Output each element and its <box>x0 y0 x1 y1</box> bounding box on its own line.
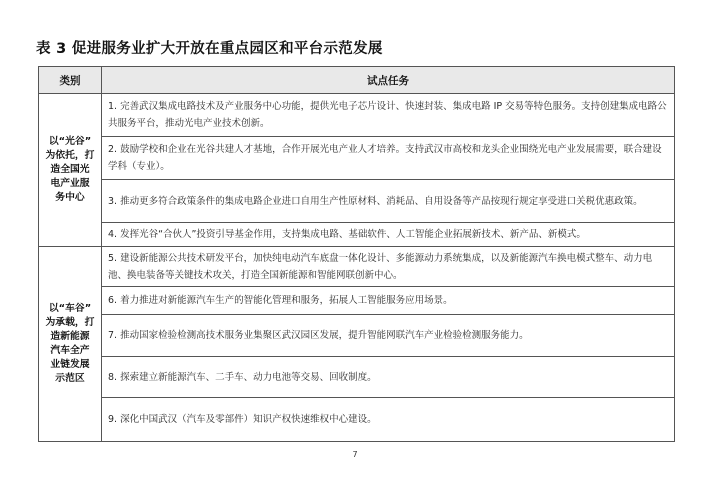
page-number: 7 <box>352 450 358 459</box>
task-1: 1. 完善武汉集成电路技术及产业服务中心功能，提供光电子芯片设计、快速封装、集成电路 IP 交易等特色服务。支持创建集成电路公共服务平台，推动光电产业技术创新。 <box>102 94 675 137</box>
task-6: 6. 着力推进对新能源汽车生产的智能化管理和服务，拓展人工智能服务应用场景。 <box>102 287 675 315</box>
pilot-task-table <box>38 66 675 442</box>
table-row <box>39 223 675 247</box>
task-5: 5. 建设新能源公共技术研发平台，加快纯电动汽车底盘一体化设计、多能源动力系统集成，以及新能源汽车换电模式整车、动力电池、换电装备等关键技术攻关，打造全国新能源和智能网联创新中心。 <box>102 247 675 287</box>
task-8: 8. 探索建立新能源汽车、二手车、动力电池等交易、回收制度。 <box>102 357 675 398</box>
task-9: 9. 深化中国武汉（汽车及零部件）知识产权快速维权中心建设。 <box>102 398 675 442</box>
table-row <box>39 180 675 223</box>
table-row <box>39 287 675 315</box>
task-4: 4. 发挥光谷“合伙人”投资引导基金作用，支持集成电路、基础软件、人工智能企业拓展新技术、新产品、新模式。 <box>102 223 675 247</box>
table-row <box>39 315 675 357</box>
table-row <box>39 247 675 287</box>
page-title: 表 3 促进服务业扩大开放在重点园区和平台示范发展 <box>36 41 383 57</box>
table-row <box>39 137 675 180</box>
category-optics-valley: 以“光谷” 为依托，打 造全国光 电产业服 务中心 <box>39 94 102 247</box>
task-7: 7. 推动国家检验检测高技术服务业集聚区武汉园区发展，提升智能网联汽车产业检验检测服务能力。 <box>102 315 675 357</box>
table-row <box>39 398 675 442</box>
table-row <box>39 94 675 137</box>
category-auto-valley: 以“车谷” 为承载，打 造新能源 汽车全产 业链发展 示范区 <box>39 247 102 442</box>
task-3: 3. 推动更多符合政策条件的集成电路企业进口自用生产性原材料、消耗品、自用设备等产品按现行规定享受进口关税优惠政策。 <box>102 180 675 223</box>
task-2: 2. 鼓励学校和企业在光谷共建人才基地，合作开展光电产业人才培养。支持武汉市高校和龙头企业围绕光电产业发展需要，联合建设学科（专业）。 <box>102 137 675 180</box>
header-pilot-tasks: 试点任务 <box>102 67 675 94</box>
table-header-row <box>39 67 675 94</box>
table-row <box>39 357 675 398</box>
header-category: 类别 <box>39 67 102 94</box>
